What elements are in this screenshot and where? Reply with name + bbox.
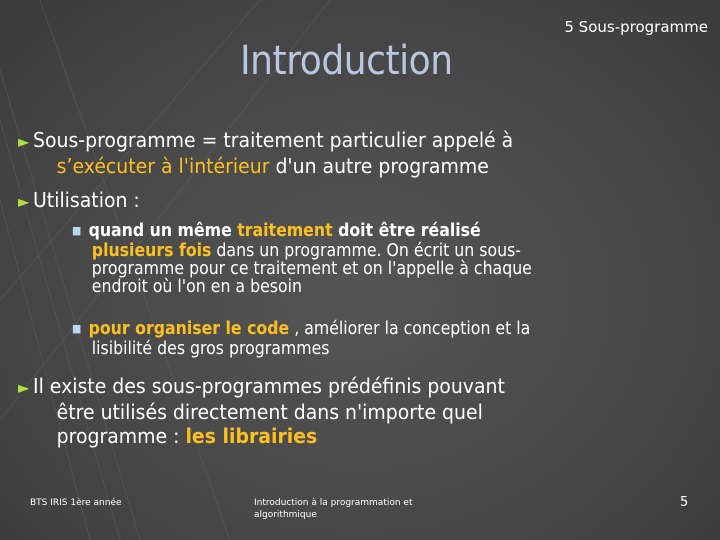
sub1-line1a: quand un même — [88, 221, 238, 241]
sub1-line2: dans un programme. On écrit un sous- — [211, 241, 521, 261]
bullet-definition-highlight: s’exécuter à l'intérieur — [56, 154, 270, 178]
sub1-line3: programme pour ce traitement et on l'appelle à chaque — [91, 259, 532, 279]
bullet-libraries-line2: être utilisés directement dans n'importe quel — [56, 400, 483, 424]
sub-bullet-organisation — [72, 320, 684, 358]
triangle-bullet-icon: ► — [18, 132, 30, 151]
bullet-libraries-line1: Il existe des sous-programmes prédéfinis pouvant — [33, 374, 505, 398]
section-title: 5 Sous-programme — [564, 18, 708, 36]
footer-course: BTS IRIS 1ère année — [30, 498, 122, 508]
sub1-line1b: doit être réalisé — [332, 221, 481, 241]
sub1-highlight-traitement: traitement — [237, 221, 333, 241]
sub2-highlight: pour organiser le code — [88, 319, 290, 339]
bullet-libraries-line3: programme : — [56, 424, 186, 448]
footer-subject: Introduction à la programmation et algorithmique — [254, 498, 413, 520]
sub1-line4: endroit où l'on en a besoin — [91, 277, 302, 297]
square-bullet-icon: ■ — [72, 224, 82, 237]
square-bullet-icon: ■ — [72, 322, 82, 335]
sub1-highlight-plusieurs: plusieurs fois — [91, 241, 212, 261]
bullet-libraries — [18, 374, 662, 448]
bullet-usage-text: Utilisation : — [33, 188, 140, 212]
bullet-definition-line1: Sous-programme = traitement particulier appelé à — [33, 128, 514, 152]
sub2-line1: , améliorer la conception et la — [289, 319, 531, 339]
page-number: 5 — [680, 495, 689, 510]
bullet-definition-line2: d'un autre programme — [269, 154, 489, 178]
slide-title: Introduction — [240, 38, 453, 84]
bullet-libraries-highlight: les librairies — [185, 424, 318, 448]
sub-bullet-repetition — [72, 222, 684, 296]
triangle-bullet-icon: ► — [18, 378, 30, 397]
triangle-bullet-icon: ► — [18, 192, 30, 211]
sub2-line2: lisibilité des gros programmes — [91, 339, 330, 359]
bullet-definition — [18, 128, 680, 178]
bullet-usage — [18, 188, 140, 214]
